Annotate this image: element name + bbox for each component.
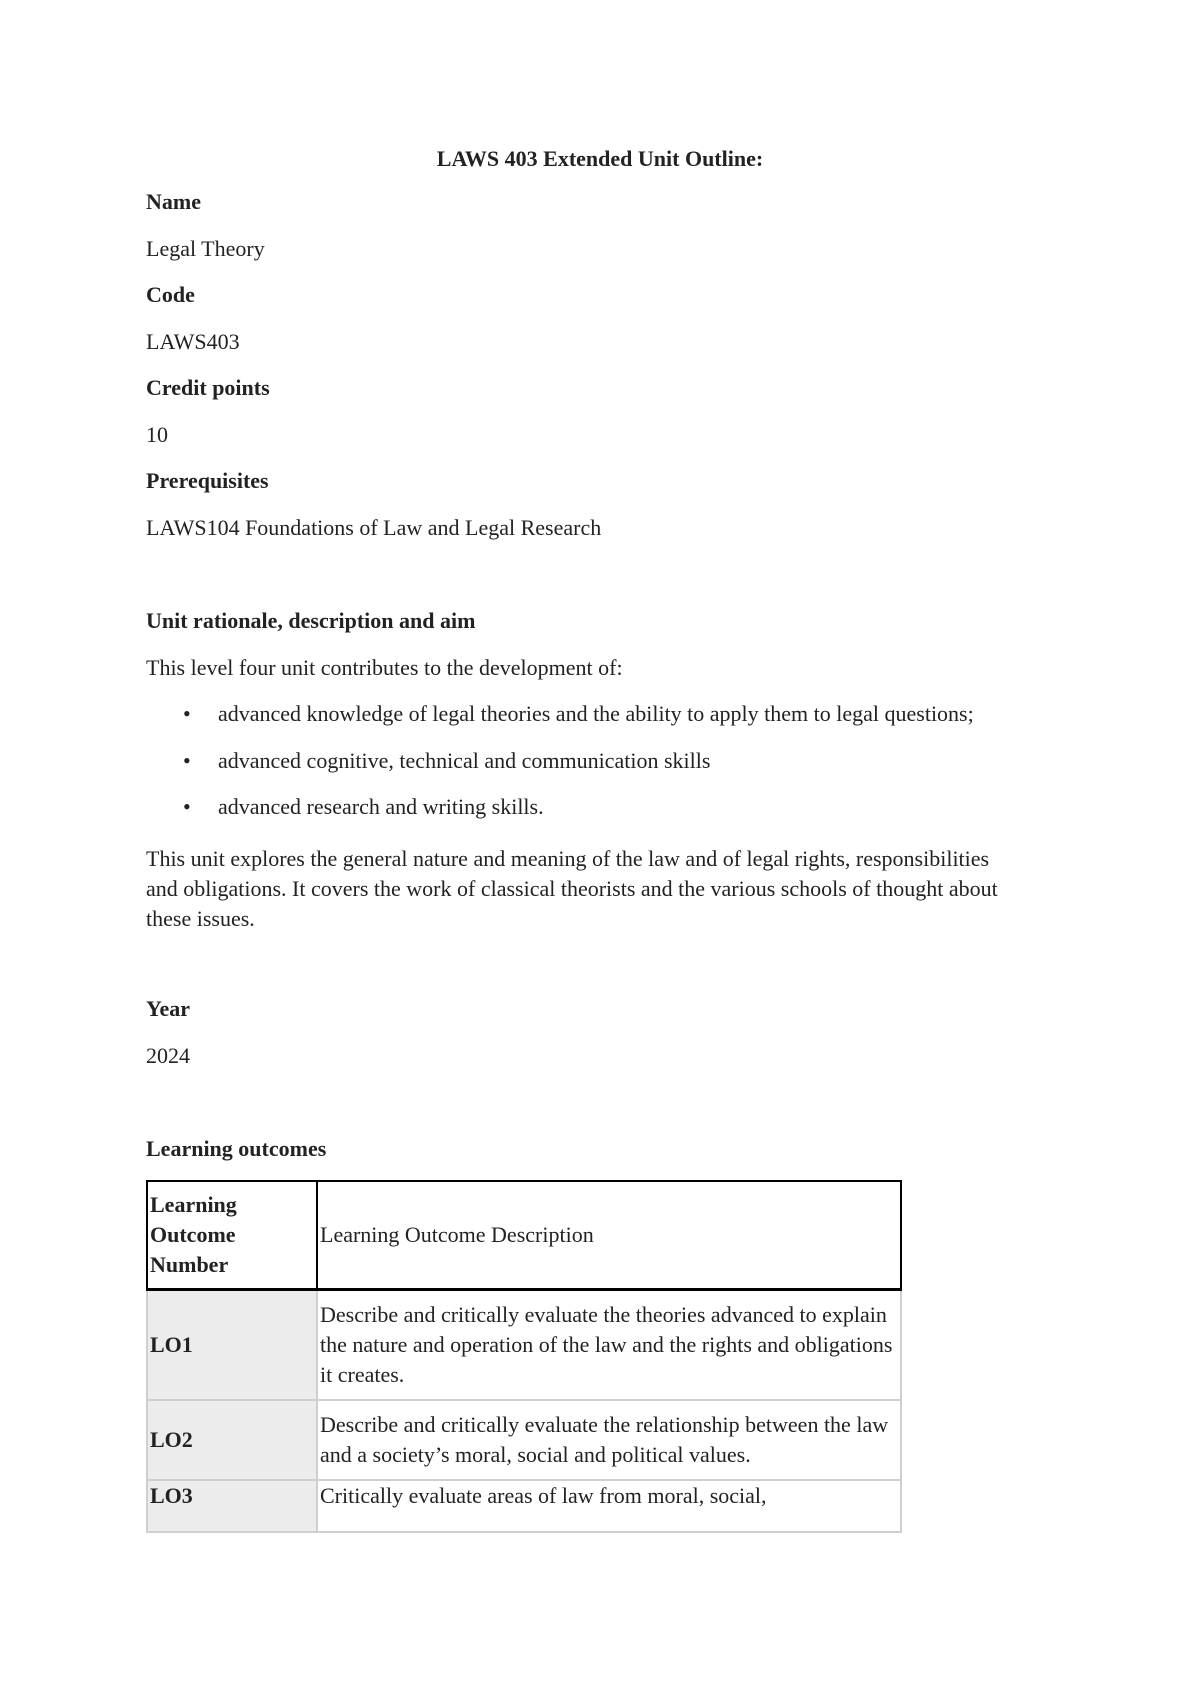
outcome-number: LO1: [147, 1290, 317, 1401]
rationale-intro: This level four unit contributes to the development of:: [146, 655, 623, 680]
document-title: LAWS 403 Extended Unit Outline:: [436, 146, 764, 171]
outcome-description: Critically evaluate areas of law from moral, social,: [317, 1480, 901, 1532]
outcome-number: LO3: [147, 1480, 317, 1532]
name-label: Name: [146, 189, 201, 214]
bullet-icon: •: [183, 748, 191, 773]
list-item-text: advanced cognitive, technical and communication skills: [218, 748, 711, 773]
column-header-number-text: Learning Outcome Number: [150, 1192, 237, 1277]
list-item-text: advanced knowledge of legal theories and the ability to apply them to legal questions;: [218, 701, 974, 726]
table-row: [147, 1400, 901, 1480]
table-header-row: [147, 1181, 901, 1290]
rationale-paragraph: This unit explores the general nature and meaning of the law and of legal rights, responsibilities and obligations. It covers the work of classical theorists and the various schools of thought about these issues.: [146, 846, 998, 931]
prerequisites-label: Prerequisites: [146, 468, 269, 493]
outcome-description: Describe and critically evaluate the relationship between the law and a society’s moral, social and political values.: [317, 1400, 901, 1480]
column-header-description: Learning Outcome Description: [317, 1181, 901, 1290]
credit-points-value: 10: [146, 422, 168, 447]
column-header-number: [147, 1181, 317, 1290]
year-value: 2024: [146, 1043, 190, 1068]
code-value: LAWS403: [146, 329, 240, 354]
learning-outcomes-table: [146, 1180, 902, 1533]
credit-points-label: Credit points: [146, 375, 270, 400]
prerequisites-value: LAWS104 Foundations of Law and Legal Research: [146, 515, 602, 540]
code-label: Code: [146, 282, 195, 307]
outcome-number: LO2: [147, 1400, 317, 1480]
bullet-icon: •: [183, 794, 191, 819]
outcome-description: Describe and critically evaluate the theories advanced to explain the nature and operation of the law and the rights and obligations it creates.: [317, 1290, 901, 1401]
learning-outcomes-heading: Learning outcomes: [146, 1136, 327, 1161]
year-label: Year: [146, 996, 190, 1021]
bullet-icon: •: [183, 701, 191, 726]
list-item-text: advanced research and writing skills.: [218, 794, 544, 819]
name-value: Legal Theory: [146, 236, 265, 261]
table-row: [147, 1480, 901, 1532]
table-row: [147, 1290, 901, 1401]
rationale-heading: Unit rationale, description and aim: [146, 608, 476, 633]
